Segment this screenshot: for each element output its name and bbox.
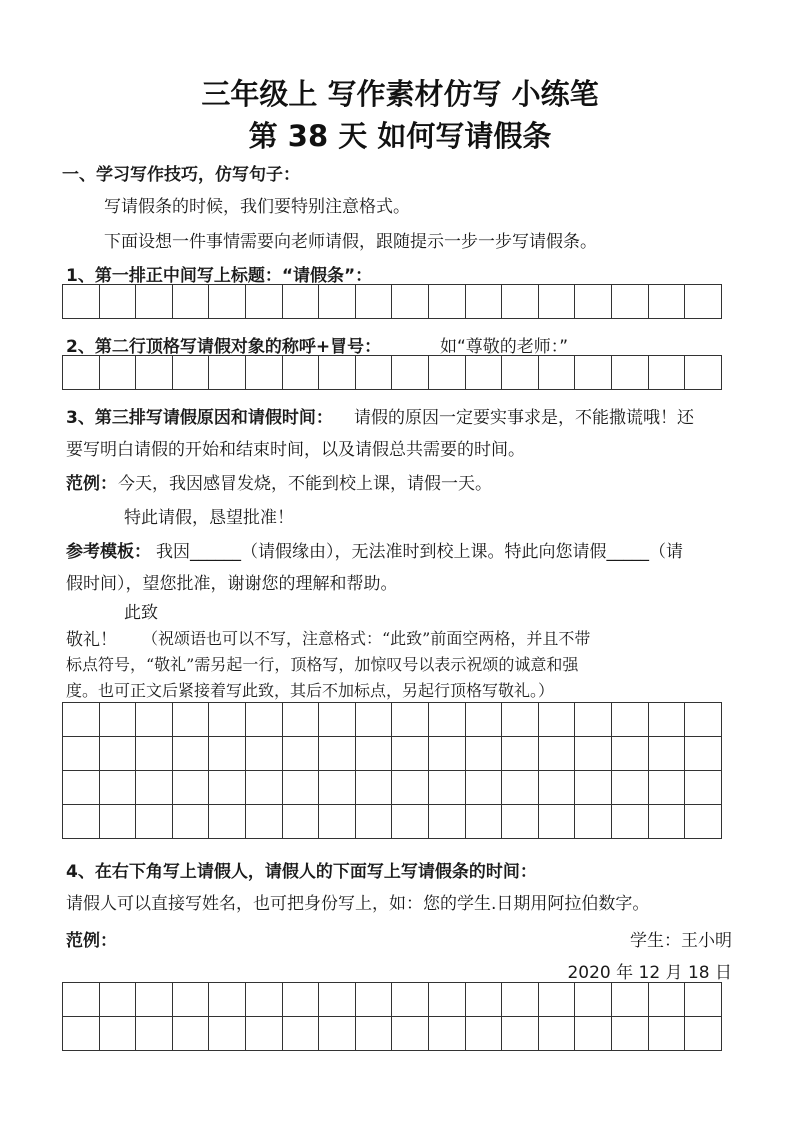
grid-cell[interactable]	[356, 356, 393, 390]
grid-cell[interactable]	[539, 285, 576, 319]
grid-cell[interactable]	[136, 771, 173, 805]
grid-cell[interactable]	[392, 805, 429, 839]
grid-cell[interactable]	[63, 805, 100, 839]
grid-cell[interactable]	[283, 285, 320, 319]
grid-cell[interactable]	[575, 771, 612, 805]
grid-cell[interactable]	[685, 771, 722, 805]
step4-label: 4、在右下角写上请假人，请假人的下面写上写请假条的时间：	[66, 862, 537, 882]
grid-cell[interactable]	[429, 805, 466, 839]
grid-cell[interactable]	[100, 771, 137, 805]
format-note-line1: （祝颂语也可以不写，注意格式：“此致”前面空两格，并且不带	[142, 629, 591, 648]
grid-cell[interactable]	[429, 983, 466, 1017]
grid-cell[interactable]	[63, 703, 100, 737]
step2-example: 如“尊敬的老师：”	[440, 337, 569, 357]
grid-cell[interactable]	[502, 737, 539, 771]
closing-cizhi: 此致	[124, 603, 158, 623]
grid-cell[interactable]	[649, 1017, 686, 1051]
grid-cell[interactable]	[100, 737, 137, 771]
grid-cell[interactable]	[466, 1017, 503, 1051]
grid-cell[interactable]	[246, 771, 283, 805]
step3-example-line2: 特此请假，恳望批准！	[124, 508, 294, 528]
closing-jingli: 敬礼！	[66, 630, 117, 650]
grid-cell[interactable]	[356, 983, 393, 1017]
grid-cell[interactable]	[356, 703, 393, 737]
step3-text-line1: 请假的原因一定要实事求是，不能撒谎哦！还	[354, 408, 694, 428]
grid-cell[interactable]	[356, 805, 393, 839]
grid-cell[interactable]	[502, 285, 539, 319]
grid-cell[interactable]	[283, 356, 320, 390]
grid-cell[interactable]	[136, 983, 173, 1017]
grid-cell[interactable]	[575, 737, 612, 771]
step3-example-label: 范例：	[66, 474, 117, 494]
grid-cell[interactable]	[392, 285, 429, 319]
grid-cell[interactable]	[100, 356, 137, 390]
grid-cell[interactable]	[649, 285, 686, 319]
grid-cell[interactable]	[685, 356, 722, 390]
grid-cell[interactable]	[502, 356, 539, 390]
grid-cell[interactable]	[466, 771, 503, 805]
grid-cell[interactable]	[466, 737, 503, 771]
section1-para2: 下面设想一件事情需要向老师请假，跟随提示一步一步写请假条。	[104, 232, 597, 252]
format-note-line2: 标点符号，“敬礼”需另起一行，顶格写，加惊叹号以表示祝颂的诚意和强	[66, 655, 579, 674]
grid-cell[interactable]	[649, 983, 686, 1017]
grid-cell[interactable]	[392, 983, 429, 1017]
grid-cell[interactable]	[173, 703, 210, 737]
writing-grid-salutation[interactable]	[62, 355, 722, 390]
grid-cell[interactable]	[429, 771, 466, 805]
grid-cell[interactable]	[466, 356, 503, 390]
grid-cell[interactable]	[136, 356, 173, 390]
grid-cell[interactable]	[209, 285, 246, 319]
grid-cell[interactable]	[173, 1017, 210, 1051]
grid-cell[interactable]	[283, 805, 320, 839]
grid-cell[interactable]	[575, 703, 612, 737]
grid-cell[interactable]	[63, 356, 100, 390]
grid-cell[interactable]	[63, 737, 100, 771]
section1-para1: 写请假条的时候，我们要特别注意格式。	[104, 197, 410, 217]
grid-cell[interactable]	[319, 983, 356, 1017]
step4-text: 请假人可以直接写姓名，也可把身份写上，如：您的学生.日期用阿拉伯数字。	[66, 894, 650, 914]
grid-cell[interactable]	[539, 356, 576, 390]
grid-cell[interactable]	[685, 285, 722, 319]
grid-cell[interactable]	[246, 285, 283, 319]
grid-cell[interactable]	[136, 703, 173, 737]
grid-cell[interactable]	[539, 805, 576, 839]
writing-grid-signature[interactable]	[62, 982, 722, 1051]
writing-grid-body[interactable]	[62, 702, 722, 839]
grid-cell[interactable]	[429, 285, 466, 319]
grid-cell[interactable]	[612, 1017, 649, 1051]
grid-cell[interactable]	[429, 703, 466, 737]
grid-cell[interactable]	[319, 771, 356, 805]
grid-cell[interactable]	[685, 1017, 722, 1051]
page-subtitle: 第 38 天 如何写请假条	[248, 119, 552, 153]
grid-cell[interactable]	[356, 737, 393, 771]
grid-cell[interactable]	[649, 703, 686, 737]
grid-cell[interactable]	[283, 703, 320, 737]
grid-cell[interactable]	[575, 1017, 612, 1051]
template-line1: 我因______（请假缘由），无法准时到校上课。特此向您请假_____（请	[156, 542, 683, 562]
grid-cell[interactable]	[466, 805, 503, 839]
grid-cell[interactable]	[466, 285, 503, 319]
grid-cell[interactable]	[539, 737, 576, 771]
grid-cell[interactable]	[63, 983, 100, 1017]
page-title: 三年级上 写作素材仿写 小练笔	[201, 77, 599, 111]
grid-cell[interactable]	[539, 1017, 576, 1051]
grid-cell[interactable]	[612, 737, 649, 771]
grid-cell[interactable]	[502, 703, 539, 737]
step1-label: 1、第一排正中间写上标题：“请假条”：	[66, 266, 373, 286]
grid-cell[interactable]	[539, 771, 576, 805]
grid-cell[interactable]	[209, 771, 246, 805]
step3-label: 3、第三排写请假原因和请假时间：	[66, 408, 333, 428]
grid-cell[interactable]	[136, 1017, 173, 1051]
grid-cell[interactable]	[429, 1017, 466, 1051]
grid-cell[interactable]	[612, 805, 649, 839]
grid-cell[interactable]	[173, 805, 210, 839]
grid-cell[interactable]	[63, 285, 100, 319]
grid-cell[interactable]	[429, 737, 466, 771]
grid-cell[interactable]	[612, 356, 649, 390]
grid-cell[interactable]	[649, 805, 686, 839]
grid-cell[interactable]	[612, 285, 649, 319]
grid-cell[interactable]	[392, 771, 429, 805]
grid-cell[interactable]	[356, 771, 393, 805]
grid-cell[interactable]	[100, 805, 137, 839]
grid-cell[interactable]	[502, 771, 539, 805]
grid-cell[interactable]	[392, 703, 429, 737]
grid-cell[interactable]	[283, 737, 320, 771]
grid-cell[interactable]	[246, 737, 283, 771]
grid-cell[interactable]	[173, 983, 210, 1017]
grid-cell[interactable]	[466, 703, 503, 737]
grid-cell[interactable]	[466, 983, 503, 1017]
template-label: 参考模板：	[66, 542, 151, 562]
grid-cell[interactable]	[246, 703, 283, 737]
grid-cell[interactable]	[283, 1017, 320, 1051]
step3-text-line2: 要写明白请假的开始和结束时间，以及请假总共需要的时间。	[66, 440, 525, 460]
grid-cell[interactable]	[539, 703, 576, 737]
grid-cell[interactable]	[392, 1017, 429, 1051]
grid-cell[interactable]	[392, 356, 429, 390]
grid-cell[interactable]	[100, 703, 137, 737]
grid-cell[interactable]	[649, 737, 686, 771]
example-date: 2020 年 12 月 18 日	[567, 963, 732, 983]
grid-cell[interactable]	[209, 703, 246, 737]
section1-heading: 一、学习写作技巧，仿写句子：	[62, 165, 300, 185]
example-signature: 学生：王小明	[630, 931, 732, 951]
grid-cell[interactable]	[209, 983, 246, 1017]
grid-cell[interactable]	[246, 356, 283, 390]
grid-cell[interactable]	[612, 771, 649, 805]
grid-cell[interactable]	[173, 771, 210, 805]
grid-cell[interactable]	[136, 805, 173, 839]
format-note-line3: 度。也可正文后紧接着写此致，其后不加标点，另起行顶格写敬礼。）	[66, 681, 555, 700]
grid-cell[interactable]	[612, 703, 649, 737]
grid-cell[interactable]	[209, 737, 246, 771]
grid-cell[interactable]	[392, 737, 429, 771]
grid-cell[interactable]	[209, 356, 246, 390]
grid-cell[interactable]	[502, 1017, 539, 1051]
template-line2: 假时间），望您批准，谢谢您的理解和帮助。	[66, 574, 398, 594]
grid-cell[interactable]	[63, 771, 100, 805]
step2-label: 2、第二行顶格写请假对象的称呼+冒号：	[66, 337, 382, 357]
grid-cell[interactable]	[612, 983, 649, 1017]
grid-cell[interactable]	[100, 285, 137, 319]
grid-cell[interactable]	[356, 285, 393, 319]
step3-example-line1: 今天，我因感冒发烧，不能到校上课，请假一天。	[118, 474, 492, 494]
grid-cell[interactable]	[502, 983, 539, 1017]
grid-cell[interactable]	[685, 805, 722, 839]
grid-cell[interactable]	[63, 1017, 100, 1051]
grid-cell[interactable]	[319, 805, 356, 839]
grid-cell[interactable]	[319, 1017, 356, 1051]
grid-cell[interactable]	[319, 356, 356, 390]
grid-cell[interactable]	[685, 703, 722, 737]
grid-cell[interactable]	[246, 1017, 283, 1051]
grid-cell[interactable]	[649, 356, 686, 390]
grid-cell[interactable]	[685, 737, 722, 771]
step4-example-label: 范例：	[66, 931, 117, 951]
grid-cell[interactable]	[283, 771, 320, 805]
grid-cell[interactable]	[173, 285, 210, 319]
grid-cell[interactable]	[429, 356, 466, 390]
grid-cell[interactable]	[136, 737, 173, 771]
grid-cell[interactable]	[575, 805, 612, 839]
grid-cell[interactable]	[319, 285, 356, 319]
grid-cell[interactable]	[319, 703, 356, 737]
grid-cell[interactable]	[319, 737, 356, 771]
grid-cell[interactable]	[209, 1017, 246, 1051]
grid-cell[interactable]	[685, 983, 722, 1017]
grid-cell[interactable]	[100, 983, 137, 1017]
grid-cell[interactable]	[575, 285, 612, 319]
grid-cell[interactable]	[209, 805, 246, 839]
writing-grid-title[interactable]	[62, 284, 722, 319]
grid-cell[interactable]	[136, 285, 173, 319]
grid-cell[interactable]	[356, 1017, 393, 1051]
grid-cell[interactable]	[246, 805, 283, 839]
grid-cell[interactable]	[649, 771, 686, 805]
grid-cell[interactable]	[283, 983, 320, 1017]
grid-cell[interactable]	[502, 805, 539, 839]
grid-cell[interactable]	[575, 356, 612, 390]
grid-cell[interactable]	[173, 356, 210, 390]
grid-cell[interactable]	[246, 983, 283, 1017]
grid-cell[interactable]	[100, 1017, 137, 1051]
grid-cell[interactable]	[173, 737, 210, 771]
grid-cell[interactable]	[575, 983, 612, 1017]
grid-cell[interactable]	[539, 983, 576, 1017]
